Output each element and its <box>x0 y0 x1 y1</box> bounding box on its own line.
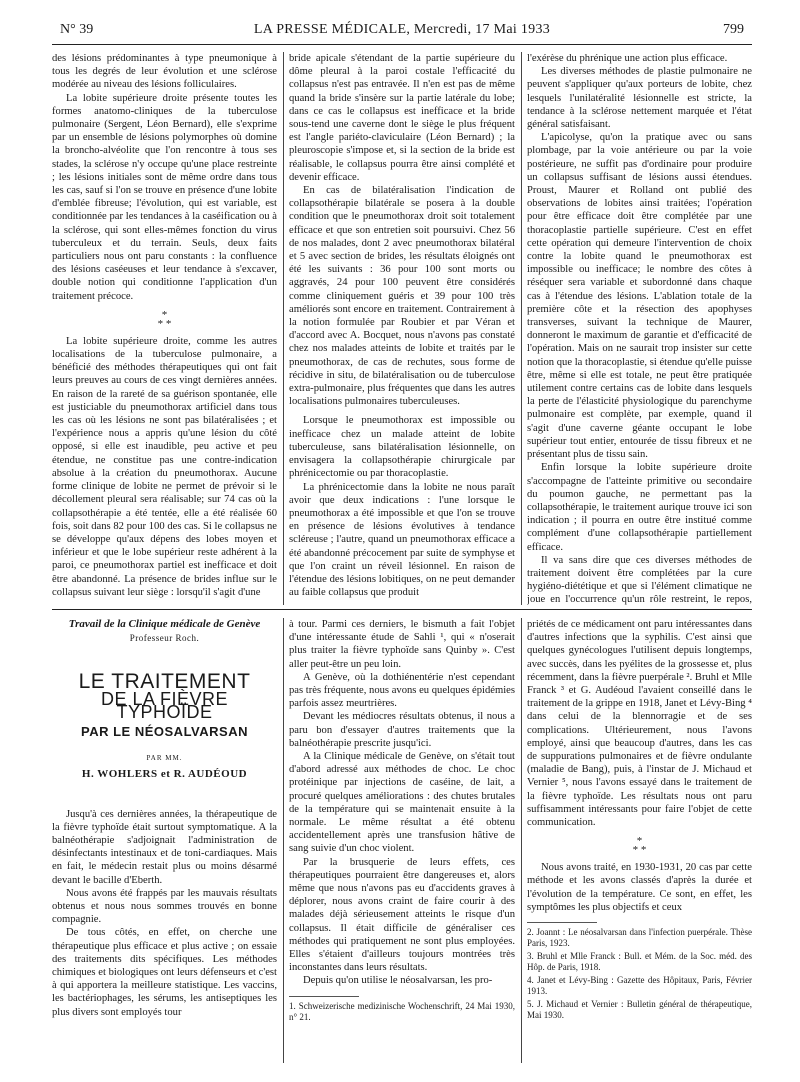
paragraph: bride apicale s'étendant de la partie supérieure du dôme pleural à la paroi costale l'efficacité du collapsus n'est pas entravée. Il n'en est pas de même quand la bride s'insère sur la partie latérale du lobe; dans ce cas le collapsus est inefficace et la bride sous-tend une caverne dont le siège le plus fréquent est l'angle pariéto-claviculaire (Léon Bernard) ; la pleuroscopie s'impose et, si la section de la bride est réalisable, le collapsus pourra être ainsi complété et devenir efficace. <box>289 53 515 183</box>
column-divider <box>283 618 284 1063</box>
paragraph: De tous côtés, en effet, on cherche une thérapeutique plus efficace et plus active ; on essaie des traitements dits spécifiques. Les méthodes chimiques et biologiques ont leurs défenseurs et c'est à qui apportera la meilleure statistique. Les vaccins, les bactériophages, les sérums, les antiseptiques les plus divers sont employés tour <box>52 927 277 1018</box>
article-column-2 <box>289 618 515 1063</box>
paragraph: Par la brusquerie de leurs effets, ces thérapeutiques pourraient être dangereuses et, alors même que nous n'avons pas eu d'accidents graves à déplorer, nous avons craint de faire courir à des malades déjà sérieusement atteints le risque d'un collapsus. Il était difficile de généraliser ces méthodes qui pratiquement ne sont plus employées. Elles s'étaient d'ailleurs toujours montrées très inconstantes dans leurs résultats. <box>289 856 515 974</box>
professor-label: Professeur Roch. <box>129 633 200 644</box>
header-rule <box>52 44 752 45</box>
paragraph: En cas de bilatéralisation l'indication de collapsothérapie bilatérale se posera à la double condition que le pneumothorax droit soit totalement efficace et que son entretien soit poursuivi. Chez 56 de nos malades, dont 2 avec pneumothorax bilatéral et 5 avec section de brides, les résultats éloignés ont été les suivants : 36 pour 100 sont morts ou aggravés, 24 pour 100 peuvent être considérés comme cliniquement guéris et 39 pour 100 très améliorés sont encore en traitement. Contrairement à la notion formulée par Roubier et par Véran et d'accord avec A. Bocquet, nous n'avons pas constaté chez nos malades atteints de lobite et traités par le pneumothorax, de cas de rechutes, sous forme de récidive in situ, de bilatéralisation ou de tuberculose extra-pulmonaire, plus fréquentes que dans les autres localisations pulmonaires tuberculeuses. <box>289 185 515 408</box>
article-heading <box>52 618 277 782</box>
paragraph: des lésions prédominantes à type pneumonique à tous les degrés de leur évolution et une sclérose modérée au niveau des lésions folliculaires. <box>52 53 277 91</box>
paragraph: La lobite supérieure droite présente toutes les formes anatomo-cliniques de la tuberculose pulmonaire (Sergent, Léon Bernard), elle s'exprime par un ensemble de lésions polymorphes où domine la broncho-alvéolite que l'on rencontre à tous ses stades, la sclérose n'y occupe qu'une place restreinte ; les lésions initiales sont de même ordre dans tous les cas, sauf si l'on se trouve en présence d'une lobite d'emblée fibreuse; l'évolution, qui est variable, est conditionnée par les tendances à la caséification ou à la sclérose, qui sont elles-mêmes fonction du virus tuberculeux et du terrain. Seuls, deux faits particuliers nous ont paru constants : la confluence des lésions caséeuses et leur tendance à s'excaver, double notion qui conditionne l'application d'un traitement précoce. <box>52 92 277 302</box>
paragraph: La lobite supérieure droite, comme les autres localisations de la tuberculose pulmonaire, a bénéficié des méthodes thérapeutiques qui ont fait leurs preuves au cours de ces vingt dernières années. En raison de la rareté de sa guérison spontanée, elle est justiciable du pneumothorax artificiel dans tous les cas où les lésions ne sont pas bilatéralisées ; et l'expérience nous a appris qu'une lésion du côté opposé, si elle est inaudible, peu active et peu étendue, ne constitue pas une contre-indication absolue à la création du pneumothorax. Aucune forme clinique de lobite ne permet de prévoir si le décollement pleural sera réalisable; sur 74 cas où la collapsothérapie a été tentée, elle a été réalisée 60 fois, soit dans 82 pour 100 des cas. Si le collapsus ne se développe qu'aux dépens des lobes moyen et inférieur et que le lobe supérieur reste adhérent à la paroi, ce pneumothorax partiel est inefficace et doit être abandonné. La présence de brides influe sur le collapsus suivant leur siège : lorsqu'il s'agit d'une <box>52 335 277 598</box>
byline-prefix: PAR MM. <box>146 754 183 763</box>
section-rule <box>52 609 752 610</box>
article-title-line-1: LE TRAITEMENT <box>78 670 251 694</box>
article-column-3 <box>527 618 752 1063</box>
paragraph: priétés de ce médicament ont paru intéressantes dans d'autres infections que la syphilis. C'est ainsi que quelques gynécologues l'utilisent depuis longtemps, avec succès, dans les pyélites de la grossesse et, plus récemment, dans la fièvre puerpérale ². Bruhl et Mlle Franck ³ et G. Audéoud l'avaient conseillé dans le traitement de la grippe en 1918, Janet et Lévy-Bing ⁴ dans celui de la blennorragie et de ses complications. Ultérieurement, nous l'avons employé, ainsi que beaucoup d'autres, dans les cas de suppurations pulmonaires et de fièvre ondulante (maladie de Bang), puis, à l'instar de J. Michaud et Vernier ⁵, nous l'avons essayé dans le traitement de la fièvre typhoïde. Les résultats nous ont paru suffisamment intéressants pour faire l'objet de cette communication. <box>527 619 752 829</box>
top-column-2 <box>289 52 515 605</box>
paragraph: A la Clinique médicale de Genève, on s'était tout d'abord adressé aux méthodes de choc. Le choc protéinique par injections de caséine, de lait, a procuré quelques améliorations : des chutes brutales de la température qui se maintenait ensuite à la normale. Le même résultat a été obtenu accidentellement après une transfusion hâtive de sang suivie d'un choc violent. <box>289 751 515 855</box>
page-number: 799 <box>723 22 744 37</box>
column-divider <box>283 52 284 605</box>
footnote: 5. J. Michaud et Vernier : Bulletin général de thérapeutique, Mai 1930. <box>527 999 752 1021</box>
article-title-line-2: DE LA FIÈVRE TYPHOÏDE <box>100 688 229 722</box>
footnote-rule <box>527 922 597 923</box>
paragraph: Jusqu'à ces dernières années, la thérapeutique de la fièvre typhoïde était surtout symptomatique. A la balnéothérapie s'adjoignait l'administration de désinfectants intestinaux et de toni-cardiaques. Mais en fait, le médecin restait plus ou moins désarmé devant le bacille d'Eberth. <box>52 808 277 886</box>
column-divider <box>521 618 522 1063</box>
top-column-1 <box>52 52 277 605</box>
section-separator: * * * <box>157 308 172 330</box>
paragraph: Depuis qu'on utilise le néosalvarsan, les pro- <box>303 975 493 987</box>
footnote: 1. Schweizerische medizinische Wochenschrift, 24 Mai 1930, n° 21. <box>289 1000 515 1022</box>
article-column-1 <box>52 618 277 1063</box>
paragraph: Lorsque le pneumothorax est impossible ou inefficace chez un malade atteint de lobite tuberculeuse, sans bilatéralisation lésionnelle, on envisagera la collapsothérapie chirurgicale par phrénicectomie ou par thoracoplastie. <box>289 415 515 480</box>
column-divider <box>521 52 522 605</box>
paragraph: Nous avons traité, en 1930-1931, 20 cas par cette méthode et les avons classés d'après la durée et l'évolution de la température. Ce sont, en effet, les symptômes les plus objectifs et ceux <box>527 862 752 913</box>
footnote: 2. Joannt : Le néosalvarsan dans l'infection puerpérale. Thèse Paris, 1923. <box>527 927 752 949</box>
paragraph: Il va sans dire que ces diverses méthodes de traitement doivent être complétées par la cure hygiéno-diététique et que si l'élément climatique ne joue en l'occurrence qu'un rôle restreint, le repos, <box>527 554 752 605</box>
paragraph: à tour. Parmi ces derniers, le bismuth a fait l'objet d'une intéressante étude de Sahli ¹, qui « n'oserait plus traiter la fièvre typhoïde sans Quinby ». C'est aller peut-être un peu loin. <box>289 619 515 670</box>
paragraph: A Genève, où la dothiénentérie n'est cependant pas très fréquente, nous avons eu quelques épidémies parfois assez meurtrières. <box>289 671 515 710</box>
top-column-3 <box>527 52 752 605</box>
clinic-label: Travail de la Clinique médicale de Genève <box>68 618 261 630</box>
footnote-rule <box>289 996 359 997</box>
authors: H. WOHLERS et R. AUDÉOUD <box>81 768 248 781</box>
paragraph: L'apicolyse, qu'on la pratique avec ou sans plombage, par la voie antérieure ou par la voie postérieure, ne suffit pas d'ordinaire pour produire un collapsus suffisant de lésions aussi étendues. Proust, Maurer et Rolland ont publié des observations de lobites ainsi traitées; l'opération pour être efficace doit être complétée par une thoracoplastie partielle supérieure. C'est en effet cette opération qui demeure l'intervention de choix contre la lobite quand le pneumothorax est impossible ou inefficace; le nombre des côtes à réséquer sera variable et subordonné dans chaque cas à l'étendue des lésions. L'ablation totale de la première côte et la résection des apophyses transverses, suivant la technique de Maurer, donneront le maximum de garantie et d'efficacité de l'opération. Mais on ne saurait trop insister sur cette notion que la thoracoplastie, si étendue qu'elle puisse être, même si elle est totale, ne peut être pratiquée utilement contre certains cas de lobite dans lesquels la perte de l'élasticité physiologique du parenchyme pulmonaire est complète, par exemple, quand il s'agit d'une caverne géante occupant le lobe supérieur tout entier, entourée de tissu fibreux et ne présentant plus de tissu sain. <box>527 132 752 461</box>
paragraph: La phrénicectomie dans la lobite ne nous paraît avoir que deux indications : l'une lorsque le pneumothorax a été impossible et que l'on se trouve en présence de lésions évolutives à tendance scléreuse ; l'autre, quand un pneumothorax efficace a été abandonné précocement par suite de symphyse et que l'on craint un réveil lésionnel. En raison de l'étendue des lésions lobitiques, on ne peut demander au faible collapsus que produit <box>289 481 515 599</box>
footnote: 4. Janet et Lévy-Bing : Gazette des Hôpitaux, Paris, Février 1913. <box>527 975 752 997</box>
paragraph: Enfin lorsque la lobite supérieure droite s'accompagne de l'atteinte primitive ou secondaire du poumon gauche, ne permettant pas la collapsothérapie, le traitement aurique trouve ici son indication ; il pourra en outre être institué comme complément d'une collapsothérapie partiellement efficace. <box>527 462 752 553</box>
paragraph: Les diverses méthodes de plastie pulmonaire ne peuvent s'appliquer qu'aux porteurs de lobite, chez lesquels l'unilatéralité lésionnelle est stricte, la tendance à la sclérose nettement marquée et l'état général satisfaisant. <box>527 66 752 131</box>
paragraph: Devant les médiocres résultats obtenus, il nous a paru bon d'essayer d'autres traitements que la balnéothérapie prescrite jusqu'ici. <box>289 711 515 749</box>
footnote: 3. Bruhl et Mlle Franck : Bull. et Mém. de la Soc. méd. des Hôp. de Paris, 1918. <box>527 951 752 973</box>
running-header <box>60 22 744 44</box>
article-title-line-3: PAR LE NÉOSALVARSAN <box>81 724 248 740</box>
section-separator: * * * <box>632 835 647 857</box>
paragraph: l'exérèse du phrénique une action plus efficace. <box>527 53 728 64</box>
paragraph: Nous avons été frappés par les mauvais résultats obtenus et nous nous sommes trouvés en bonne compagnie. <box>52 887 277 926</box>
journal-title: LA PRESSE MÉDICALE, Mercredi, 17 Mai 1933 <box>253 22 551 37</box>
issue-number: N° 39 <box>60 22 94 37</box>
